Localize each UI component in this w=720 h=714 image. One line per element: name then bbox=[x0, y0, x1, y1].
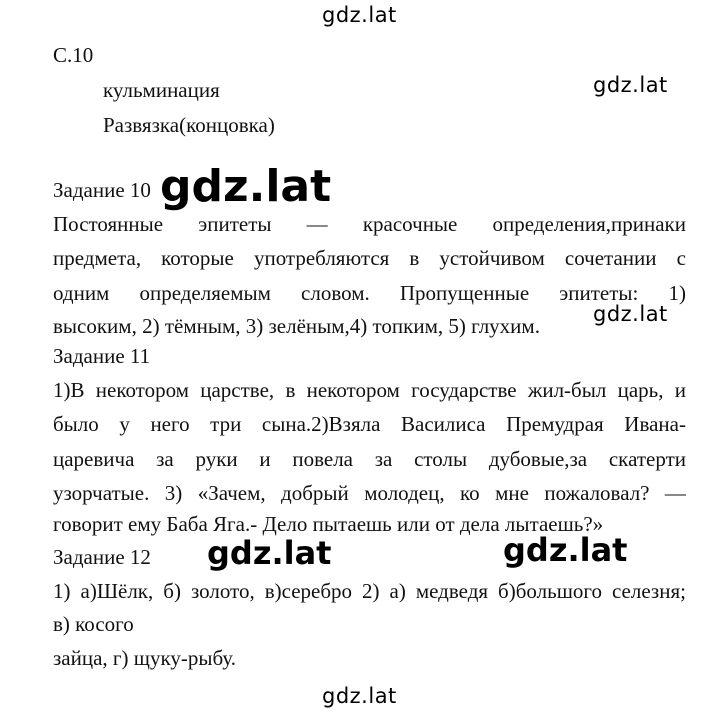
watermark-bottom: gdz.lat bbox=[322, 684, 397, 708]
task11-line: царевича за руки и повела за столы дубовые,за скатерти bbox=[53, 447, 686, 471]
watermark-big-center: gdz.lat bbox=[160, 161, 332, 212]
task10-heading: Задание 10 bbox=[53, 178, 151, 202]
task10-line: Постоянные эпитеты — красочные определения,принаки bbox=[53, 212, 686, 236]
watermark-mid-left: gdz.lat bbox=[207, 534, 332, 572]
task11-heading: Задание 11 bbox=[53, 344, 151, 368]
list-item: кульминация bbox=[103, 78, 220, 102]
watermark-mid-right: gdz.lat bbox=[503, 531, 628, 569]
task11-line: было у него три сына.2)Взяла Василиса Премудрая Ивана- bbox=[53, 412, 686, 436]
task12-heading: Задание 12 bbox=[53, 545, 151, 569]
task11-line: 1)В некотором царстве, в некотором государстве жил-был царь, и bbox=[53, 378, 686, 402]
watermark-right-upper: gdz.lat bbox=[593, 73, 668, 97]
task12-line: зайца, г) щуку-рыбу. bbox=[53, 646, 236, 670]
task12-line: 1) а)Шёлк, б) золото, в)серебро 2) а) медведя б)большого селезня; bbox=[53, 579, 686, 603]
watermark-top: gdz.lat bbox=[322, 3, 397, 27]
list-item: Развязка(концовка) bbox=[103, 113, 275, 137]
task11-line: говорит ему Баба Яга.- Дело пытаешь или от дела лытаешь?» bbox=[53, 512, 604, 536]
task12-line: в) косого bbox=[53, 612, 134, 636]
task10-line: высоким, 2) тёмным, 3) зелёным,4) топким, 5) глухим. bbox=[53, 314, 540, 338]
watermark-right-middle: gdz.lat bbox=[593, 302, 668, 326]
task10-line: предмета, которые употребляются в устойчивом сочетании с bbox=[53, 246, 686, 270]
task10-line: одним определяемым словом. Пропущенные эпитеты: 1) bbox=[53, 281, 686, 305]
page-ref: С.10 bbox=[53, 43, 94, 67]
task11-line: узорчатые. 3) «Зачем, добрый молодец, ко мне пожаловал? — bbox=[53, 481, 686, 505]
